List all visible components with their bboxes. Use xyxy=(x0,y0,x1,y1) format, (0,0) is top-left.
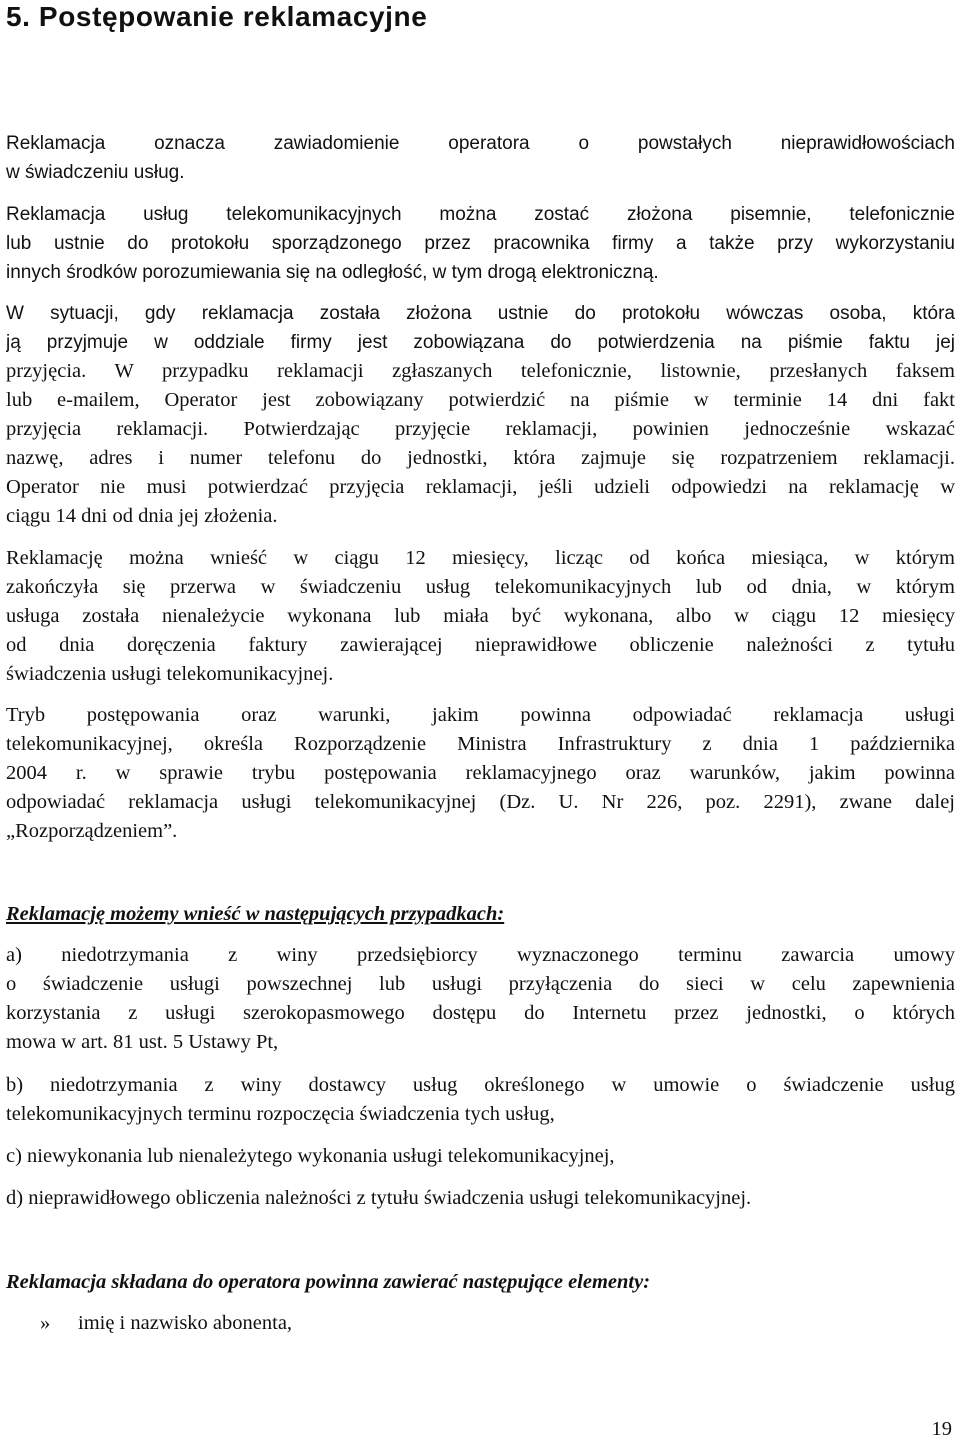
text-line: telekomunikacyjnych terminu rozpoczęcia świadczenia tych usług, xyxy=(6,1103,555,1125)
text-line: Operator nie musi potwierdzać przyjęcia reklamacji, jeśli udzieli odpowiedzi na reklamację w xyxy=(6,476,955,498)
text-line: W sytuacji, gdy reklamacja została złożona ustnie do protokołu wówczas osoba, która xyxy=(6,303,955,324)
text-line: telekomunikacyjnej, określa Rozporządzenie Ministra Infrastruktury z dnia 1 października xyxy=(6,733,955,755)
text-line: d) nieprawidłowego obliczenia należności z tytułu świadczenia usługi telekomunikacyjnej. xyxy=(6,1187,752,1209)
text-line: a) niedotrzymania z winy przedsiębiorcy wyznaczonego terminu zawarcia umowy xyxy=(6,944,955,966)
text-line: innych środków porozumiewania się na odległość, w tym drogą elektroniczną. xyxy=(6,262,659,283)
list-item-a xyxy=(6,941,955,1057)
page-title: 5. Postępowanie reklamacyjne xyxy=(6,1,428,32)
text-line: ją przyjmuje w oddziale firmy jest zobowiązana do potwierdzenia na piśmie faktu jej xyxy=(6,332,955,353)
text-line: w świadczeniu usług. xyxy=(6,162,185,183)
paragraph-methods xyxy=(6,200,955,287)
text-line: korzystania z usługi szerokopasmowego dostępu do Internetu przez jednostki, o których xyxy=(6,1002,955,1024)
text-line: o świadczenie usługi powszechnej lub usługi przyłączenia do sieci w celu zapewnienia xyxy=(6,973,955,995)
section-heading-elements: Reklamacja składana do operatora powinna zawierać następujące elementy: xyxy=(6,1271,651,1293)
text-line: b) niedotrzymania z winy dostawcy usług określonego w umowie o świadczenie usług xyxy=(6,1074,955,1096)
text-line: ciągu 14 dni od dnia jej złożenia. xyxy=(6,505,278,527)
paragraph-confirmation-cont xyxy=(6,357,955,531)
text-line: lub e-mailem, Operator jest zobowiązany potwierdzić na piśmie w terminie 14 dni fakt xyxy=(6,389,955,411)
paragraph-definition xyxy=(6,129,955,187)
list-item-text: imię i nazwisko abonenta, xyxy=(78,1312,293,1334)
text-line: zakończyła się przerwa w świadczeniu usług telekomunikacyjnych lub od dnia, w którym xyxy=(6,576,955,598)
text-line: mowa w art. 81 ust. 5 Ustawy Pt, xyxy=(6,1031,279,1053)
text-line: świadczenia usługi telekomunikacyjnej. xyxy=(6,663,334,685)
list-item xyxy=(40,1309,292,1338)
page-number: 19 xyxy=(931,1418,952,1440)
text-line: Reklamacja usług telekomunikacyjnych można zostać złożona pisemnie, telefonicznie xyxy=(6,204,955,225)
text-line: „Rozporządzeniem”. xyxy=(6,820,178,842)
paragraph-regulation xyxy=(6,701,955,846)
text-line: Reklamacja oznacza zawiadomienie operatora o powstałych nieprawidłowościach xyxy=(6,133,955,154)
text-line: od dnia doręczenia faktury zawierającej nieprawidłowe obliczenie należności z tytułu xyxy=(6,634,955,656)
text-line: lub ustnie do protokołu sporządzonego przez pracownika firmy a także przy wykorzystaniu xyxy=(6,233,955,254)
text-line: nazwę, adres i numer telefonu do jednostki, która zajmuje się rozpatrzeniem reklamacji. xyxy=(6,447,955,469)
list-item-d xyxy=(6,1184,955,1213)
paragraph-deadline xyxy=(6,544,955,689)
text-line: c) niewykonania lub nienależytego wykonania usługi telekomunikacyjnej, xyxy=(6,1145,615,1167)
list-item-b xyxy=(6,1071,955,1129)
text-line: przyjęcia. W przypadku reklamacji zgłaszanych telefonicznie, listownie, przesłanych faksem xyxy=(6,360,955,382)
text-line: Reklamację można wnieść w ciągu 12 miesięcy, licząc od końca miesiąca, w którym xyxy=(6,547,955,569)
bullet-marker: » xyxy=(40,1312,51,1334)
text-line: 2004 r. w sprawie trybu postępowania reklamacyjnego oraz warunków, jakim powinna xyxy=(6,762,955,784)
paragraph-confirmation xyxy=(6,299,955,357)
section-heading-cases: Reklamację możemy wnieść w następujących przypadkach: xyxy=(6,903,505,925)
list-item-c xyxy=(6,1142,955,1171)
text-line: odpowiadać reklamacja usługi telekomunikacyjnej (Dz. U. Nr 226, poz. 2291), zwane dalej xyxy=(6,791,955,813)
text-line: Tryb postępowania oraz warunki, jakim powinna odpowiadać reklamacja usługi xyxy=(6,704,955,726)
text-line: usługa została nienależycie wykonana lub miała być wykonana, albo w ciągu 12 miesięcy xyxy=(6,605,955,627)
text-line: przyjęcia reklamacji. Potwierdzając przyjęcie reklamacji, powinien jednocześnie wskazać xyxy=(6,418,955,440)
